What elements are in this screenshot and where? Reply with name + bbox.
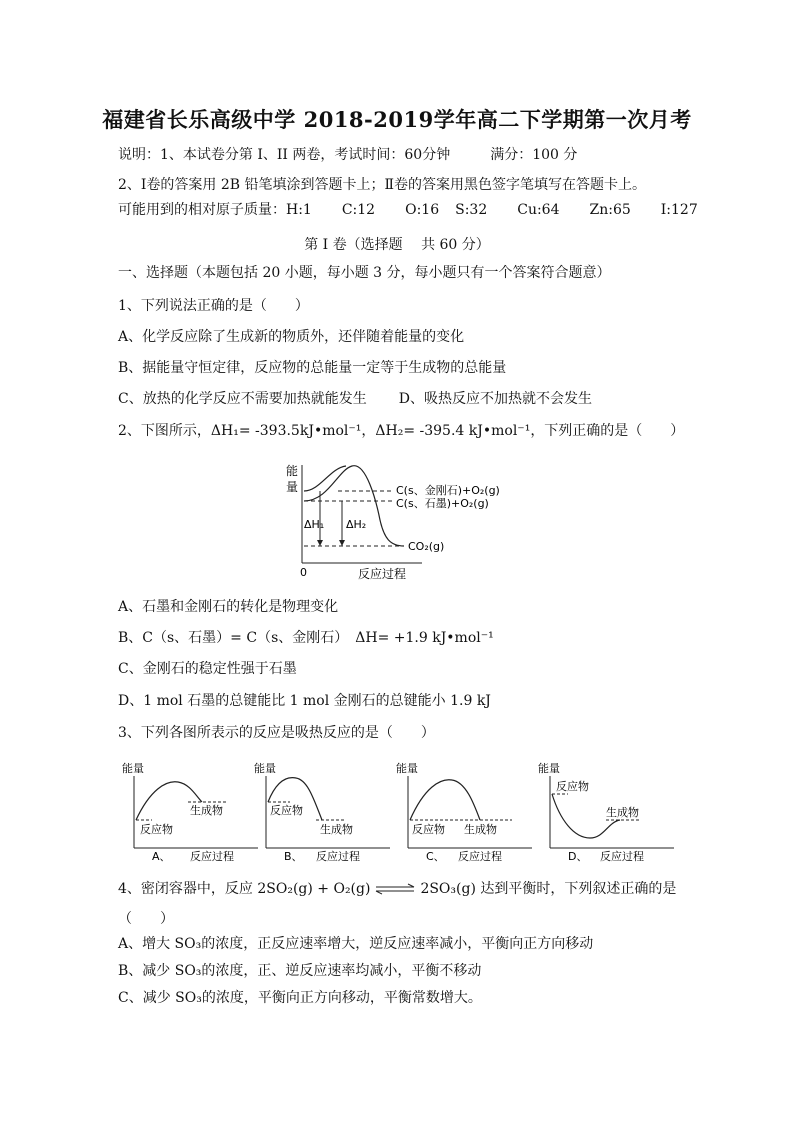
q3-a-x-label: 反应过程: [190, 850, 234, 863]
q4-option-c: C、减少 SO₃的浓度，平衡向正方向移动，平衡常数增大。: [118, 990, 482, 1006]
q3-b-reactant-label: 反应物: [270, 804, 303, 817]
q4-answer-paren: （ ）: [118, 911, 174, 927]
q3-stem: 3、下列各图所表示的反应是吸热反应的是（ ）: [118, 725, 435, 741]
q3-c-y-label: 能量: [396, 762, 418, 775]
q3-graph-d: [534, 760, 684, 868]
atomic-mass-s: S:32: [455, 202, 488, 218]
q2-dh1-label: ΔH₁: [304, 518, 325, 531]
q2-graphite-curve: [304, 466, 404, 546]
q3-d-reactant-label: 反应物: [556, 780, 589, 793]
q3-c-product-label: 生成物: [464, 823, 497, 836]
q1-option-b: B、据能量守恒定律，反应物的总能量一定等于生成物的总能量: [118, 360, 507, 376]
atomic-mass-label: 可能用到的相对原子质量：: [118, 202, 286, 218]
q2-option-a: A、石墨和金刚石的转化是物理变化: [118, 599, 339, 615]
q3-c-reactant-label: 反应物: [412, 823, 445, 836]
full-score: 满分：100 分: [490, 147, 578, 163]
atomic-mass-zn: Zn:65: [589, 202, 631, 218]
q3-graph-c: [392, 760, 542, 868]
atomic-mass-line: [118, 201, 698, 219]
q3-c-option: C、: [426, 850, 445, 863]
section-title: 第 I 卷（选择题 共 60 分）: [304, 237, 490, 253]
q3-b-x-label: 反应过程: [316, 850, 360, 863]
equilibrium-arrow-icon: [374, 883, 416, 895]
q4-option-a: A、增大 SO₃的浓度，正反应速率增大，逆反应速率减小，平衡向正方向移动: [118, 936, 594, 952]
q2-stem: 2、下图所示，ΔH₁= -393.5kJ•mol⁻¹，ΔH₂= -395.4 kJ•mol⁻¹，下列正确的是（ ）: [118, 423, 685, 439]
atomic-mass-o: O:16: [405, 202, 440, 218]
q3-d-option: D、: [568, 850, 588, 863]
q2-y-label-2: 量: [286, 480, 299, 494]
q4-option-b: B、减少 SO₃的浓度，正、逆反应速率均减小，平衡不移动: [118, 963, 482, 979]
q2-option-d: D、1 mol 石墨的总键能比 1 mol 金刚石的总键能小 1.9 kJ: [118, 693, 491, 709]
q2-origin: 0: [300, 566, 307, 579]
exam-info-line: [118, 146, 577, 164]
q1-option-cd-line: [118, 390, 592, 408]
q2-x-label: 反应过程: [358, 567, 407, 581]
q1-stem: 1、下列说法正确的是（ ）: [118, 298, 309, 314]
q1-option-a: A、化学反应除了生成新的物质外，还伴随着能量的变化: [118, 329, 465, 345]
q2-dh1-arrowhead: [317, 540, 323, 546]
q4-stem-a: 4、密闭容器中，反应 2SO₂(g) + O₂(g): [118, 881, 371, 897]
atomic-mass-c: C:12: [341, 202, 376, 218]
q3-a-product-label: 生成物: [190, 804, 223, 817]
q2-option-c: C、金刚石的稳定性强于石墨: [118, 661, 297, 677]
answer-instructions: 2、Ⅰ卷的答案用 2B 铅笔填涂到答题卡上；Ⅱ卷的答案用黑色签字笔填写在答题卡上。: [118, 177, 647, 193]
q2-graphite-label: C(s、石墨)+O₂(g): [396, 497, 489, 510]
q2-dh2-label: ΔH₂: [346, 518, 367, 531]
q3-graph-a: [118, 760, 268, 868]
q3-a-option: A、: [152, 850, 171, 863]
q2-product-label: CO₂(g): [408, 540, 445, 553]
q4-stem-b: 2SO₃(g) 达到平衡时，下列叙述正确的是: [420, 881, 677, 897]
q3-d-x-label: 反应过程: [600, 850, 644, 863]
q1-option-c: C、放热的化学反应不需要加热就能发生: [118, 391, 367, 407]
q1-option-d: D、吸热反应不加热就不会发生: [398, 391, 592, 407]
q2-option-b: B、C（s、石墨）= C（s、金刚石） ΔH= +1.9 kJ•mol⁻¹: [118, 630, 494, 646]
q3-a-reactant-label: 反应物: [140, 823, 173, 836]
atomic-mass-i: I:127: [660, 202, 698, 218]
q2-delta-h1: ΔH₁= -393.5kJ•mol⁻¹: [210, 423, 362, 439]
q3-d-product-label: 生成物: [606, 806, 639, 819]
q2-diamond-label: C(s、金刚石)+O₂(g): [396, 484, 500, 497]
q3-b-option: B、: [284, 850, 303, 863]
q3-a-y-label: 能量: [122, 762, 144, 775]
q3-b-y-label: 能量: [254, 762, 276, 775]
q2-diamond-curve: [304, 466, 346, 491]
q4-stem: [118, 880, 676, 898]
q2-dh2-arrowhead: [339, 540, 345, 546]
q2-y-label-1: 能: [286, 464, 299, 478]
q2-energy-diagram: [280, 460, 540, 585]
page-title: 福建省长乐高级中学 2018-2019学年高二下学期第一次月考: [102, 107, 692, 132]
atomic-mass-h: H:1: [286, 202, 312, 218]
q3-b-product-label: 生成物: [320, 823, 353, 836]
q2-stem-prefix: 2、下图所示，: [118, 423, 211, 439]
q2-stem-suffix: ，下列正确的是（ ）: [530, 423, 685, 439]
exam-info: 说明：1、本试卷分第 I、II 两卷，考试时间：60分钟: [118, 147, 451, 163]
atomic-mass-cu: Cu:64: [517, 202, 560, 218]
q3-d-y-label: 能量: [538, 762, 560, 775]
q2-delta-h2: ΔH₂= -395.4 kJ•mol⁻¹: [375, 423, 531, 439]
q3-c-curve: [410, 780, 480, 820]
q3-graph-b: [250, 760, 400, 868]
section-heading: 一、选择题（本题包括 20 小题，每小题 3 分，每小题只有一个答案符合题意）: [118, 265, 611, 281]
q3-c-x-label: 反应过程: [458, 850, 502, 863]
